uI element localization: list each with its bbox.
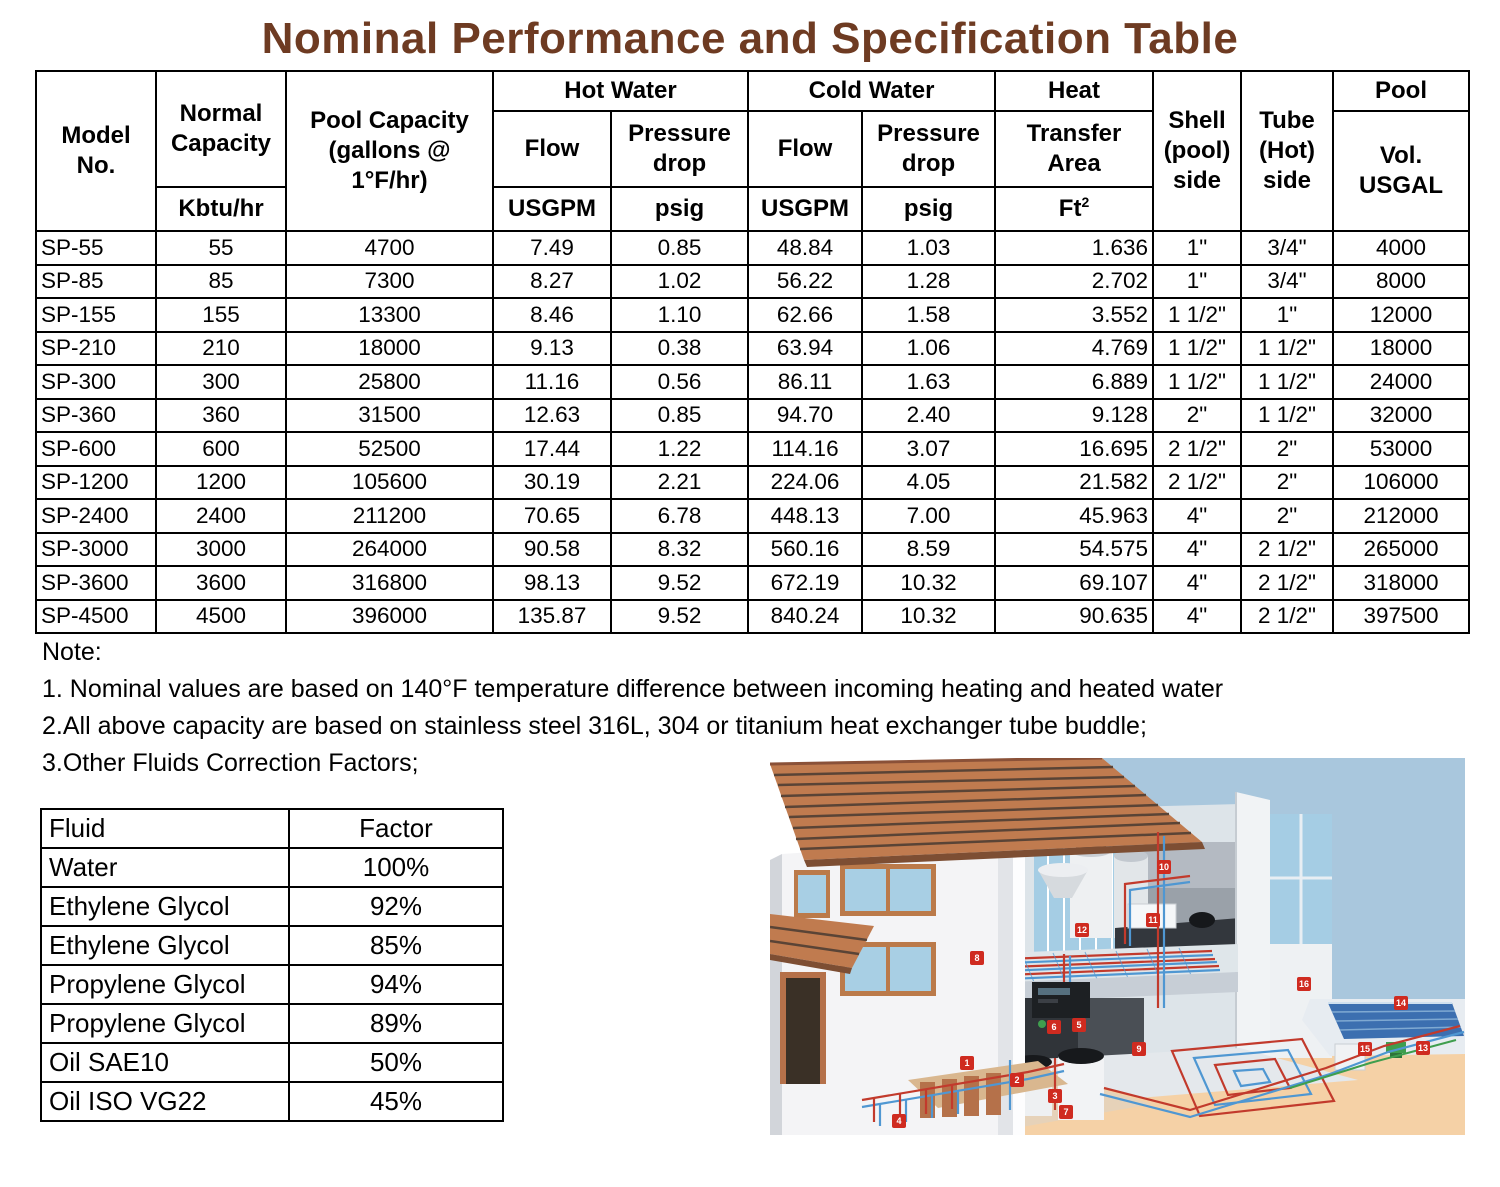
spec-cell: 12.63 — [493, 399, 611, 433]
spec-cell: 1.28 — [862, 265, 995, 299]
spec-cell: 264000 — [286, 533, 493, 567]
spec-cell: 2" — [1241, 466, 1333, 500]
fluid-factor-cell: 85% — [289, 926, 503, 965]
spec-cell: 9.52 — [611, 600, 748, 634]
spec-cell: 1200 — [156, 466, 286, 500]
factor-col-header: Factor — [289, 809, 503, 848]
spec-cell: 45.963 — [995, 499, 1153, 533]
spec-cell: SP-300 — [36, 365, 156, 399]
col-header-tube-side: Tube (Hot) side — [1241, 71, 1333, 231]
fluid-correction-table — [40, 808, 504, 1122]
spec-cell: 2 1/2" — [1153, 466, 1241, 500]
spec-cell: 4" — [1153, 566, 1241, 600]
spec-cell: 2" — [1241, 499, 1333, 533]
fluid-table-row — [41, 887, 503, 926]
spec-cell: 8.27 — [493, 265, 611, 299]
spec-cell: 3/4" — [1241, 231, 1333, 265]
fluid-name-cell: Propylene Glycol — [41, 1004, 289, 1043]
illustration-badge-1: 1 — [960, 1056, 974, 1070]
spec-cell: 4.769 — [995, 332, 1153, 366]
col-header-pool: Pool — [1333, 71, 1469, 111]
spec-cell: 2.21 — [611, 466, 748, 500]
spec-cell: 70.65 — [493, 499, 611, 533]
fluid-name-cell: Ethylene Glycol — [41, 926, 289, 965]
spec-cell: 1 1/2" — [1241, 332, 1333, 366]
spec-cell: 211200 — [286, 499, 493, 533]
col-header-cw-flow: Flow — [748, 111, 862, 187]
fluid-factor-cell: 50% — [289, 1043, 503, 1082]
spec-cell: 1.63 — [862, 365, 995, 399]
spec-cell: 1.03 — [862, 231, 995, 265]
page-title: Nominal Performance and Specification Table — [261, 14, 1239, 63]
spec-cell: 560.16 — [748, 533, 862, 567]
spec-cell: 1" — [1153, 231, 1241, 265]
spec-cell: 17.44 — [493, 432, 611, 466]
spec-cell: 1 1/2" — [1153, 365, 1241, 399]
unit-kbtu: Kbtu/hr — [156, 187, 286, 231]
spec-cell: 8.46 — [493, 298, 611, 332]
spec-cell: 4.05 — [862, 466, 995, 500]
spec-cell: SP-1200 — [36, 466, 156, 500]
group-header-hot-water: Hot Water — [493, 71, 748, 111]
illustration-badge-8: 8 — [970, 951, 984, 965]
spec-cell: 4" — [1153, 600, 1241, 634]
spec-cell: 1.10 — [611, 298, 748, 332]
illustration-badge-13: 13 — [1417, 1043, 1428, 1053]
spec-cell: 6.889 — [995, 365, 1153, 399]
spec-cell: 1.06 — [862, 332, 995, 366]
spec-cell: 48.84 — [748, 231, 862, 265]
spec-cell: 397500 — [1333, 600, 1469, 634]
spec-cell: 0.56 — [611, 365, 748, 399]
spec-cell: 0.38 — [611, 332, 748, 366]
spec-cell: 2 1/2" — [1241, 600, 1333, 634]
spec-cell: 1.22 — [611, 432, 748, 466]
fluid-table-row — [41, 848, 503, 887]
illustration-badge-6: 6 — [1047, 1020, 1061, 1034]
spec-cell: 69.107 — [995, 566, 1153, 600]
spec-cell: SP-3600 — [36, 566, 156, 600]
spec-cell: 8000 — [1333, 265, 1469, 299]
spec-cell: 1 1/2" — [1153, 332, 1241, 366]
spec-cell: 7.00 — [862, 499, 995, 533]
spec-cell: 56.22 — [748, 265, 862, 299]
spec-cell: 63.94 — [748, 332, 862, 366]
fluid-col-header: Fluid — [41, 809, 289, 848]
spec-table-row — [36, 499, 1469, 533]
col-header-model: Model No. — [36, 71, 156, 231]
spec-cell: 210 — [156, 332, 286, 366]
house-cutaway-drawing — [770, 758, 1465, 1135]
illustration-badge-3: 3 — [1048, 1089, 1062, 1103]
col-header-pool-vol: Vol. USGAL — [1333, 111, 1469, 231]
spec-cell: 448.13 — [748, 499, 862, 533]
illustration-badge-4: 4 — [892, 1114, 906, 1128]
spec-cell: 3600 — [156, 566, 286, 600]
illustration-badge-15: 15 — [1359, 1044, 1370, 1054]
spec-cell: 1" — [1153, 265, 1241, 299]
spec-cell: 672.19 — [748, 566, 862, 600]
spec-table-row — [36, 231, 1469, 265]
spec-cell: 7.49 — [493, 231, 611, 265]
spec-cell: 31500 — [286, 399, 493, 433]
spec-cell: 32000 — [1333, 399, 1469, 433]
spec-cell: 318000 — [1333, 566, 1469, 600]
spec-cell: 3.552 — [995, 298, 1153, 332]
spec-cell: 135.87 — [493, 600, 611, 634]
spec-cell: 10.32 — [862, 566, 995, 600]
spec-cell: 11.16 — [493, 365, 611, 399]
fluid-table-row — [41, 1004, 503, 1043]
spec-table-row — [36, 365, 1469, 399]
spec-cell: 600 — [156, 432, 286, 466]
spec-cell: 3000 — [156, 533, 286, 567]
fluid-factor-cell: 100% — [289, 848, 503, 887]
spec-cell: 4" — [1153, 533, 1241, 567]
spec-cell: 90.635 — [995, 600, 1153, 634]
spec-cell: 54.575 — [995, 533, 1153, 567]
col-header-shell-side: Shell (pool) side — [1153, 71, 1241, 231]
spec-cell: SP-210 — [36, 332, 156, 366]
spec-table-row — [36, 566, 1469, 600]
spec-table-row — [36, 298, 1469, 332]
fluid-factor-cell: 89% — [289, 1004, 503, 1043]
fluid-table-body — [41, 848, 503, 1121]
spec-table-row — [36, 533, 1469, 567]
illustration-badge-11: 11 — [1146, 913, 1160, 927]
spec-cell: 9.52 — [611, 566, 748, 600]
col-header-heat: Heat — [995, 71, 1153, 111]
spec-cell: 114.16 — [748, 432, 862, 466]
fluid-table-row — [41, 965, 503, 1004]
unit-cw-psig: psig — [862, 187, 995, 231]
spec-table-body — [36, 231, 1469, 633]
illustration-badge-7: 7 — [1059, 1105, 1073, 1119]
spec-cell: 105600 — [286, 466, 493, 500]
note-line-3: 3.Other Fluids Correction Factors; — [42, 749, 419, 777]
spec-cell: 18000 — [286, 332, 493, 366]
spec-cell: 2.702 — [995, 265, 1153, 299]
spec-cell: 265000 — [1333, 533, 1469, 567]
fluid-table-row — [41, 1082, 503, 1121]
unit-hw-psig: psig — [611, 187, 748, 231]
spec-cell: SP-600 — [36, 432, 156, 466]
spec-cell: 1 1/2" — [1153, 298, 1241, 332]
spec-cell: 30.19 — [493, 466, 611, 500]
spec-cell: 2" — [1241, 432, 1333, 466]
spec-table-row — [36, 600, 1469, 634]
spec-cell: SP-55 — [36, 231, 156, 265]
spec-cell: 300 — [156, 365, 286, 399]
spec-cell: 4500 — [156, 600, 286, 634]
spec-cell: 53000 — [1333, 432, 1469, 466]
spec-cell: 21.582 — [995, 466, 1153, 500]
spec-cell: 86.11 — [748, 365, 862, 399]
spec-cell: SP-360 — [36, 399, 156, 433]
spec-cell: SP-4500 — [36, 600, 156, 634]
spec-table-row — [36, 332, 1469, 366]
spec-cell: 0.85 — [611, 231, 748, 265]
illustration-badge-12: 12 — [1076, 925, 1087, 935]
spec-cell: 25800 — [286, 365, 493, 399]
spec-cell: 2 1/2" — [1241, 533, 1333, 567]
spec-table — [35, 70, 1470, 634]
notes-label: Note: — [42, 638, 102, 666]
spec-cell: 3/4" — [1241, 265, 1333, 299]
spec-cell: 85 — [156, 265, 286, 299]
col-header-cw-pressure-drop: Pressure drop — [862, 111, 995, 187]
fluid-factor-cell: 92% — [289, 887, 503, 926]
note-line-1: 1. Nominal values are based on 140°F temperature difference between incoming heating and heated water — [42, 675, 1224, 703]
spec-cell: 13300 — [286, 298, 493, 332]
col-header-hw-pressure-drop: Pressure drop — [611, 111, 748, 187]
group-header-cold-water: Cold Water — [748, 71, 995, 111]
spec-table-row — [36, 265, 1469, 299]
spec-cell: 4700 — [286, 231, 493, 265]
spec-cell: 94.70 — [748, 399, 862, 433]
spec-cell: 1.02 — [611, 265, 748, 299]
spec-cell: 98.13 — [493, 566, 611, 600]
spec-cell: 8.59 — [862, 533, 995, 567]
spec-cell: 1" — [1241, 298, 1333, 332]
col-header-normal-capacity: Normal Capacity — [156, 71, 286, 187]
fluid-factor-cell: 45% — [289, 1082, 503, 1121]
spec-cell: 62.66 — [748, 298, 862, 332]
col-header-pool-capacity: Pool Capacity (gallons @ 1°F/hr) — [286, 71, 493, 231]
illustration-badge-2: 2 — [1010, 1073, 1024, 1087]
spec-cell: 212000 — [1333, 499, 1469, 533]
spec-cell: 18000 — [1333, 332, 1469, 366]
spec-cell: 6.78 — [611, 499, 748, 533]
fluid-table-row — [41, 926, 503, 965]
spec-cell: 396000 — [286, 600, 493, 634]
spec-cell: SP-3000 — [36, 533, 156, 567]
spec-cell: 2 1/2" — [1153, 432, 1241, 466]
spec-cell: 316800 — [286, 566, 493, 600]
fluid-name-cell: Water — [41, 848, 289, 887]
unit-cw-usgpm: USGPM — [748, 187, 862, 231]
spec-cell: 4" — [1153, 499, 1241, 533]
spec-cell: 12000 — [1333, 298, 1469, 332]
spec-cell: 7300 — [286, 265, 493, 299]
illustration-badge-5: 5 — [1072, 1018, 1086, 1032]
spec-cell: 90.58 — [493, 533, 611, 567]
illustration-badge-14: 14 — [1395, 998, 1406, 1008]
spec-cell: 3.07 — [862, 432, 995, 466]
spec-cell: 1.58 — [862, 298, 995, 332]
note-line-2: 2.All above capacity are based on stainless steel 316L, 304 or titanium heat exchanger tube buddle; — [42, 712, 1147, 740]
unit-ft2: Ft$^2$ — [995, 187, 1153, 231]
fluid-factor-cell: 94% — [289, 965, 503, 1004]
fluid-name-cell: Propylene Glycol — [41, 965, 289, 1004]
spec-cell: 155 — [156, 298, 286, 332]
spec-cell: 10.32 — [862, 600, 995, 634]
spec-cell: 224.06 — [748, 466, 862, 500]
fluid-name-cell: Ethylene Glycol — [41, 887, 289, 926]
spec-cell: 24000 — [1333, 365, 1469, 399]
spec-cell: 8.32 — [611, 533, 748, 567]
spec-cell: 16.695 — [995, 432, 1153, 466]
spec-cell: 4000 — [1333, 231, 1469, 265]
unit-hw-usgpm: USGPM — [493, 187, 611, 231]
spec-cell: 2.40 — [862, 399, 995, 433]
spec-cell: 840.24 — [748, 600, 862, 634]
spec-cell: SP-155 — [36, 298, 156, 332]
house-illustration — [770, 758, 1465, 1135]
spec-cell: 1 1/2" — [1241, 365, 1333, 399]
col-header-heat-transfer-area: Transfer Area — [995, 111, 1153, 187]
spec-cell: 1.636 — [995, 231, 1153, 265]
illustration-badge-16: 16 — [1298, 979, 1309, 989]
spec-cell: 0.85 — [611, 399, 748, 433]
spec-cell: 106000 — [1333, 466, 1469, 500]
spec-cell: SP-2400 — [36, 499, 156, 533]
illustration-badge-10: 10 — [1158, 862, 1169, 872]
spec-cell: 55 — [156, 231, 286, 265]
spec-cell: 9.13 — [493, 332, 611, 366]
spec-cell: 1 1/2" — [1241, 399, 1333, 433]
illustration-badge-9: 9 — [1132, 1042, 1146, 1056]
spec-cell: 2400 — [156, 499, 286, 533]
spec-table-row — [36, 432, 1469, 466]
spec-cell: 2" — [1153, 399, 1241, 433]
spec-cell: 52500 — [286, 432, 493, 466]
spec-cell: 9.128 — [995, 399, 1153, 433]
spec-cell: 360 — [156, 399, 286, 433]
fluid-name-cell: Oil SAE10 — [41, 1043, 289, 1082]
spec-cell: 2 1/2" — [1241, 566, 1333, 600]
fluid-name-cell: Oil ISO VG22 — [41, 1082, 289, 1121]
spec-cell: SP-85 — [36, 265, 156, 299]
col-header-hw-flow: Flow — [493, 111, 611, 187]
fluid-table-row — [41, 1043, 503, 1082]
spec-table-row — [36, 399, 1469, 433]
spec-table-row — [36, 466, 1469, 500]
